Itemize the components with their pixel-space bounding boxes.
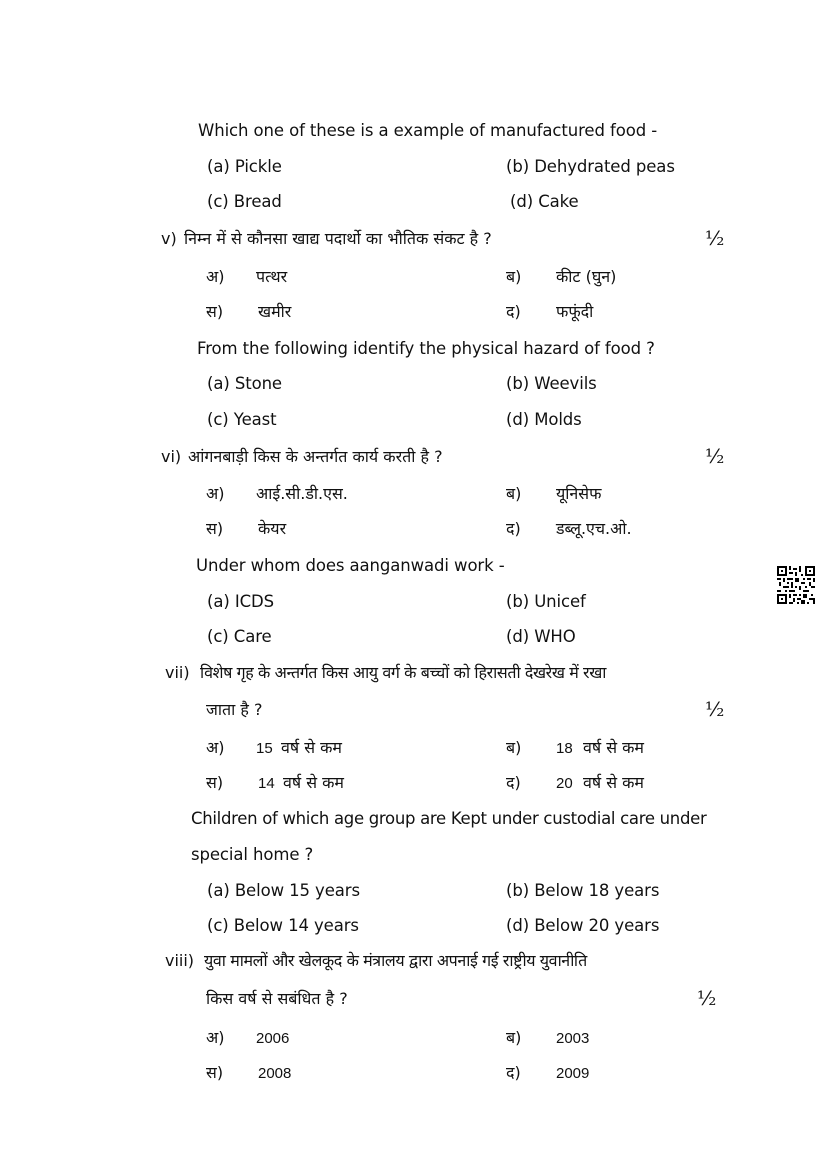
option-c-en: (c) Care (207, 627, 272, 646)
option-label-hi: अ) (206, 267, 225, 286)
option-b-en: (b) Unicef (506, 592, 586, 611)
option-label-hi: स) (206, 1063, 224, 1082)
option-value: 2009 (556, 1065, 590, 1082)
option-text-hi: फफूंदी (556, 302, 594, 321)
question-text-hi: निम्न में से कौनसा खाद्य पदार्थो का भौतिक संकट है ? (184, 229, 492, 248)
option-label-hi: स) (206, 302, 224, 321)
question-marks: ½ (697, 986, 717, 1010)
option-label-hi: अ) (206, 1028, 225, 1047)
option-value: 2006 (256, 1030, 290, 1047)
option-text-hi: डब्लू.एच.ओ. (556, 519, 632, 538)
option-b-en: (b) Dehydrated peas (506, 157, 675, 176)
option-a-en: (a) ICDS (207, 592, 274, 611)
option-text-hi: कीट (घुन) (556, 267, 617, 286)
option-text-hi: खमीर (258, 302, 292, 321)
option-a-en: (a) Below 15 years (207, 881, 360, 900)
option-text-hi: यूनिसेफ (556, 484, 602, 503)
option-text-hi: वर्ष से कम (283, 773, 344, 792)
question-marks: ½ (705, 444, 725, 468)
option-b-en: (b) Weevils (506, 374, 597, 393)
option-a-en: (a) Pickle (207, 157, 282, 176)
option-label-hi: ब) (506, 738, 522, 757)
question-marks: ½ (705, 226, 725, 250)
option-c-en: (c) Yeast (207, 410, 277, 429)
option-label-hi: द) (506, 302, 521, 321)
option-b-en: (b) Below 18 years (506, 881, 660, 900)
option-text-hi: वर्ष से कम (583, 738, 644, 757)
option-value: 2003 (556, 1030, 590, 1047)
question-text-en: Under whom does aanganwadi work - (196, 556, 505, 575)
option-label-hi: द) (506, 773, 521, 792)
qr-code-icon (777, 566, 815, 609)
option-text-hi: पत्थर (256, 267, 288, 286)
question-number: viii) (165, 951, 195, 970)
option-d-en: (d) Below 20 years (506, 916, 660, 935)
option-label-hi: द) (506, 1063, 521, 1082)
option-d-en: (d) WHO (506, 627, 576, 646)
option-text-hi: आई.सी.डी.एस. (256, 484, 348, 503)
option-label-hi: स) (206, 519, 224, 538)
question-marks: ½ (705, 697, 725, 721)
question-text-hi-cont: किस वर्ष से सबंधित है ? (206, 989, 348, 1008)
option-d-en: (d) Molds (506, 410, 582, 429)
question-number: v) (161, 229, 177, 248)
question-text-en-cont: special home ? (191, 845, 314, 864)
option-label-hi: अ) (206, 484, 225, 503)
question-text-hi: विशेष गृह के अन्तर्गत किस आयु वर्ग के बच्चों को हिरासती देखरेख में रखा (200, 663, 607, 682)
question-text-hi: युवा मामलों और खेलकूद के मंत्रालय द्वारा अपनाई गई राष्ट्रीय युवानीति (204, 951, 587, 970)
option-value: 2008 (258, 1065, 292, 1082)
option-text-hi: वर्ष से कम (281, 738, 342, 757)
question-number: vii) (165, 663, 190, 682)
question-text-hi: आंगनबाड़ी किस के अन्तर्गत कार्य करती है ? (188, 447, 443, 466)
question-text-en: Children of which age group are Kept under custodial care under (191, 809, 707, 828)
option-label-hi: द) (506, 519, 521, 538)
option-value: 14 (258, 775, 275, 792)
option-label-hi: ब) (506, 484, 522, 503)
question-text-en: Which one of these is a example of manufactured food - (198, 121, 658, 140)
option-value: 15 (256, 740, 273, 757)
option-label-hi: स) (206, 773, 224, 792)
option-value: 20 (556, 775, 573, 792)
option-c-en: (c) Below 14 years (207, 916, 359, 935)
option-text-hi: केयर (258, 519, 287, 538)
question-number: vi) (161, 447, 182, 466)
question-text-hi-cont: जाता है ? (206, 700, 263, 719)
option-c-en: (c) Bread (207, 192, 282, 211)
question-text-en: From the following identify the physical hazard of food ? (197, 339, 655, 358)
option-label-hi: ब) (506, 267, 522, 286)
option-label-hi: ब) (506, 1028, 522, 1047)
option-d-en: (d) Cake (510, 192, 579, 211)
option-value: 18 (556, 740, 573, 757)
option-label-hi: अ) (206, 738, 225, 757)
option-a-en: (a) Stone (207, 374, 282, 393)
option-text-hi: वर्ष से कम (583, 773, 644, 792)
